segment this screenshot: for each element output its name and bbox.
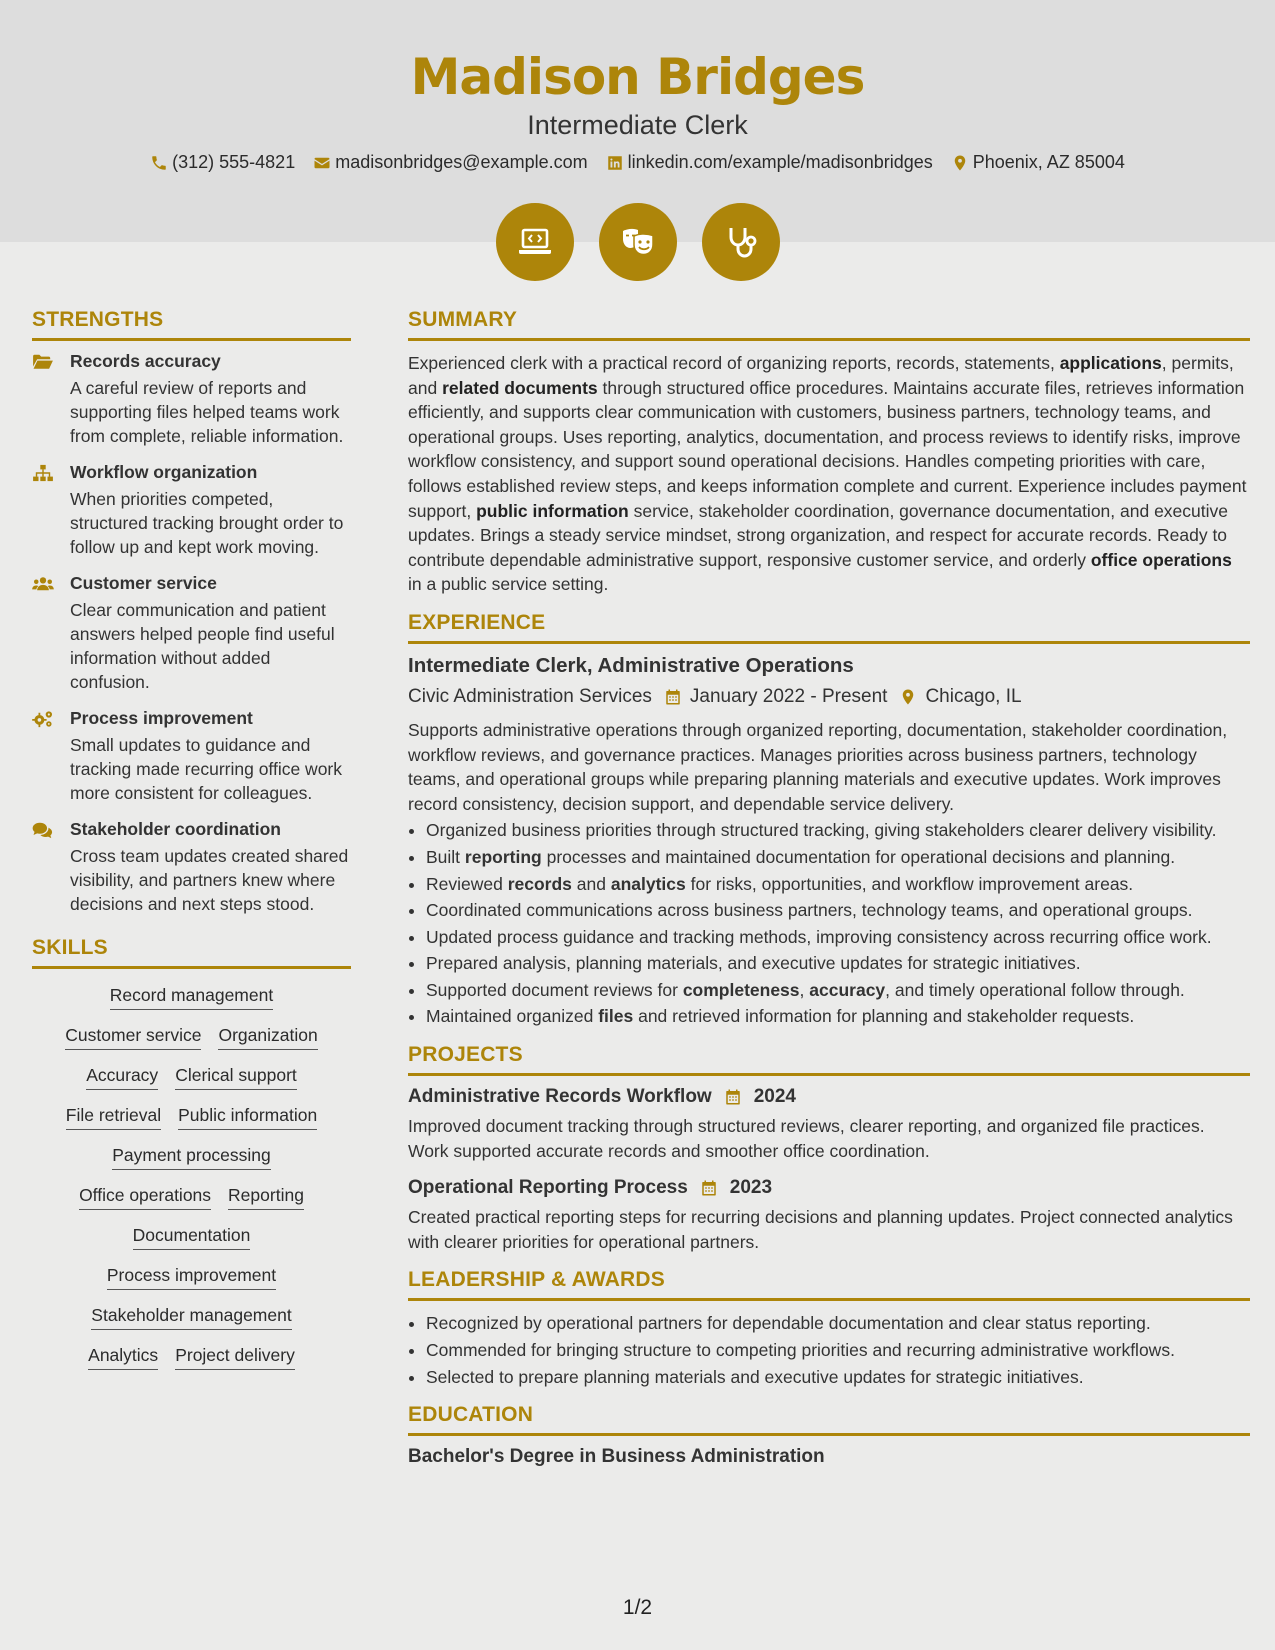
email-text: madisonbridges@example.com (335, 152, 588, 172)
project-year: 2023 (729, 1177, 773, 1199)
strength-desc: Small updates to guidance and tracking made recurring office work more consistent for colleagues. (70, 735, 343, 803)
skill-tag: Process improvement (107, 1265, 276, 1290)
job-title: Intermediate Clerk (527, 110, 748, 140)
strength-title: Process improvement (70, 708, 253, 728)
job-position: Intermediate Clerk, Administrative Operations (408, 653, 854, 677)
theater-masks-icon (618, 222, 658, 262)
job-location: Chicago, IL (925, 685, 1022, 707)
page-number: 1/2 (622, 1596, 653, 1619)
strength-item (32, 462, 351, 559)
skill-tag: Clerical support (175, 1065, 297, 1090)
interest-badge-stethoscope (702, 203, 780, 281)
text-run: , and timely operational follow through. (885, 979, 1185, 1000)
bold-text: public information (476, 500, 629, 521)
envelope-icon (313, 154, 331, 172)
awards-list (408, 1311, 1250, 1389)
text-run: through structured office procedures. Maintains accurate files, retrieves information efficiently, and supports clear communication with customers, business partners, technology teams, and operational groups. Uses reporting, analytics, documentation, and process reviews to identify risks, improve workflow consistency, and support sound operational decisions. Handles competing priorities with care, follows established review steps, and keeps information complete and current. Experience includes payment support, (408, 377, 1247, 521)
job-bullet (426, 845, 1250, 870)
projects-heading: PROJECTS (408, 1043, 1250, 1076)
skill-row (32, 1145, 351, 1170)
comments-icon (32, 821, 54, 839)
skill-row (32, 985, 351, 1010)
skill-tag: Accuracy (86, 1065, 158, 1090)
bold-text: records (507, 873, 572, 894)
bold-text: accuracy (809, 979, 886, 1000)
text-run: Maintained organized (426, 1006, 599, 1027)
calendar-icon (724, 1088, 742, 1106)
linkedin-text: linkedin.com/example/madisonbridges (627, 152, 933, 172)
strength-desc: Cross team updates created shared visibility, and partners knew where decisions and next steps stood. (70, 846, 349, 914)
text-run: Reviewed (426, 873, 508, 894)
contact-location (951, 152, 1125, 173)
award-item: • Selected to prepare planning materials and executive updates for strategic initiatives. (426, 1365, 1250, 1390)
skill-tag: Public information (178, 1105, 317, 1130)
skill-row (32, 1025, 351, 1050)
skill-tag: Customer service (65, 1025, 201, 1050)
right-column (408, 308, 1250, 1468)
strength-item (32, 351, 351, 448)
contact-email[interactable] (313, 152, 587, 173)
skill-tag: Analytics (88, 1345, 158, 1370)
strength-item (32, 573, 351, 694)
job-dates: January 2022 - Present (689, 685, 888, 707)
skill-row (32, 1345, 351, 1370)
text-run: service, stakeholder coordination, governance documentation, and executive updates. Brings a steady service mindset, strong organization, and respect for accurate records. Ready to contribute dependable administrative support, responsive customer service, and orderly (408, 500, 1229, 570)
strength-title: Workflow organization (70, 462, 258, 482)
interest-badge-theater (599, 203, 677, 281)
project-header (408, 1177, 1250, 1199)
award-item: • Recognized by operational partners for dependable documentation and clear status reporting. (426, 1311, 1250, 1336)
skills-list (32, 979, 351, 1370)
calendar-icon (700, 1179, 718, 1197)
text-run: Experienced clerk with a practical record of organizing reports, records, statements, (408, 353, 1060, 373)
skill-tag: Payment processing (112, 1145, 271, 1170)
project-desc: Created practical reporting steps for recurring decisions and planning updates. Project connected analytics with clearer priorities for operational partners. (408, 1207, 1233, 1252)
strength-item (32, 708, 351, 805)
strength-desc: Clear communication and patient answers helped people find useful information without added confusion. (70, 600, 335, 692)
text-run: processes and maintained documentation for operational decisions and planning. (541, 846, 1176, 867)
skill-tag: Reporting (228, 1185, 304, 1210)
text-run: for risks, opportunities, and workflow improvement areas. (685, 873, 1134, 894)
job-bullet (426, 951, 1250, 976)
text-run: and (571, 873, 611, 894)
education-heading: EDUCATION (408, 1403, 1250, 1436)
skill-tag: Documentation (133, 1225, 251, 1250)
bold-text: related documents (442, 377, 598, 398)
bold-text: files (598, 1006, 634, 1027)
skill-row (32, 1185, 351, 1210)
job-bullet (426, 872, 1250, 897)
calendar-icon (664, 688, 682, 706)
map-marker-icon (951, 154, 969, 172)
users-icon (32, 575, 54, 593)
strength-title: Stakeholder coordination (70, 819, 281, 839)
text-run: Updated process guidance and tracking methods, improving consistency across recurring office work. (426, 926, 1212, 947)
skill-row (32, 1265, 351, 1290)
contact-phone[interactable] (150, 152, 295, 173)
skill-tag: Organization (218, 1025, 317, 1050)
skills-heading: SKILLS (32, 936, 351, 969)
project-desc: Improved document tracking through structured reviews, clearer reporting, and organized file practices. Work supported accurate records and smoother office coordination. (408, 1116, 1205, 1161)
experience-heading: EXPERIENCE (408, 611, 1250, 644)
job-company: Civic Administration Services (408, 685, 652, 707)
text-run: Built (426, 846, 465, 867)
bold-text: analytics (610, 873, 686, 894)
project-name: Administrative Records Workflow (408, 1086, 712, 1108)
strengths-heading: STRENGTHS (32, 308, 351, 341)
text-run: and retrieved information for planning and stakeholder requests. (633, 1006, 1135, 1027)
interest-badge-laptop (496, 203, 574, 281)
strength-item (32, 819, 351, 916)
project-name: Operational Reporting Process (408, 1177, 688, 1199)
map-marker-icon (899, 688, 917, 706)
award-item: • Commended for bringing structure to competing priorities and recurring administrative workflows. (426, 1338, 1250, 1363)
sitemap-icon (32, 464, 54, 482)
skill-tag: Project delivery (175, 1345, 295, 1370)
folder-open-icon (32, 353, 54, 371)
text-run: Prepared analysis, planning materials, and executive updates for strategic initiatives. (426, 953, 1081, 974)
job-bullets (408, 818, 1250, 1029)
text-run: Organized business priorities through structured tracking, giving stakeholders clearer delivery visibility. (426, 820, 1217, 841)
summary-heading: SUMMARY (408, 308, 1250, 341)
text-run: Supported document reviews for (426, 979, 683, 1000)
job-bullet (426, 978, 1250, 1003)
skill-row (32, 1225, 351, 1250)
skill-row (32, 1105, 351, 1130)
left-column (32, 308, 351, 1385)
contact-bar (0, 152, 1275, 173)
text-run: , (799, 979, 810, 1000)
bold-text: completeness (682, 979, 800, 1000)
text-run: Coordinated communications across business partners, technology teams, and operational groups. (426, 900, 1193, 921)
job-meta (408, 686, 1250, 708)
bold-text: office operations (1090, 549, 1232, 570)
job-description: Supports administrative operations through organized reporting, documentation, stakeholder coordination, workflow reviews, and governance practices. Manages priorities across business partners, technology teams, and operational groups while preparing planning materials and executive updates. Work improves record consistency, decision support, and dependable service delivery. (408, 719, 1228, 814)
strength-title: Records accuracy (70, 351, 221, 371)
job-bullet (426, 818, 1250, 843)
strength-title: Customer service (70, 573, 217, 593)
strength-desc: A careful review of reports and supporting files helped teams work from complete, reliable information. (70, 378, 344, 446)
contact-linkedin[interactable] (606, 152, 933, 173)
laptop-code-icon (515, 222, 555, 262)
summary-text (408, 351, 1250, 597)
cogs-icon (32, 710, 54, 728)
awards-heading: LEADERSHIP & AWARDS (408, 1268, 1250, 1301)
text-run: in a public service setting. (408, 574, 609, 595)
phone-icon (150, 154, 168, 172)
location-text: Phoenix, AZ 85004 (972, 152, 1125, 172)
project-year: 2024 (753, 1086, 796, 1108)
project-header (408, 1086, 1250, 1108)
candidate-name: Madison Bridges (410, 48, 865, 106)
skill-tag: Office operations (79, 1185, 211, 1210)
skill-tag: File retrieval (66, 1105, 161, 1130)
bold-text: reporting (464, 846, 542, 867)
bold-text: applications (1059, 353, 1162, 373)
phone-text: (312) 555-4821 (172, 152, 296, 172)
job-bullet (426, 925, 1250, 950)
text-run: , permits, and (408, 353, 1234, 398)
stethoscope-icon (721, 222, 761, 262)
skill-tag: Record management (110, 985, 273, 1010)
strength-desc: When priorities competed, structured tracking brought order to follow up and kept work moving. (70, 489, 344, 557)
skill-tag: Stakeholder management (91, 1305, 291, 1330)
education-degree: Bachelor's Degree in Business Administration (408, 1446, 825, 1468)
job-bullet (426, 898, 1250, 923)
skill-row (32, 1305, 351, 1330)
job-bullet (426, 1004, 1250, 1029)
linkedin-icon (606, 154, 624, 172)
skill-row (32, 1065, 351, 1090)
interest-icons (0, 203, 1275, 281)
